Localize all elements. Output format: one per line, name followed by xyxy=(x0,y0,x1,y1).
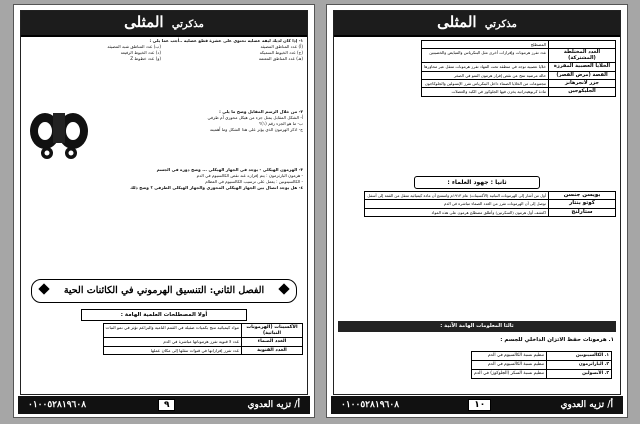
desc-cell: خلايا عصبية توجد في منطقة تحت المهاد تفرز هرمونات تنتقل عبر محاورها xyxy=(422,63,549,71)
header-title: مذكرتي المثلى xyxy=(437,13,517,31)
table-row xyxy=(103,324,303,338)
table-row xyxy=(365,208,616,216)
page-frame xyxy=(333,10,621,395)
page-footer xyxy=(331,396,623,414)
section-title: أولا المصطلحات العلمية الهامة : xyxy=(81,309,247,321)
scientists-table xyxy=(364,191,616,217)
header-title: مذكرتي المثلى xyxy=(124,13,204,31)
scientist-name: كوتو بنتار xyxy=(549,200,616,208)
desc-cell: مجموعات من الخلايا الصماء داخل البنكرياس تفرز الإنسولين والجلوكاجون xyxy=(422,80,549,88)
term-cell: الأكسينات (الهرمونات النباتية) xyxy=(242,324,303,338)
hormone-name: ٣. الأنسولين xyxy=(547,370,612,379)
question-2 xyxy=(95,109,303,133)
page-frame xyxy=(20,10,308,395)
question-2-line: ج- اذكر الهرمون الذي يؤثر على هذا الشكل وما أهميته xyxy=(209,127,303,132)
option: (أ) عدد المناطق المضيئة xyxy=(260,44,303,49)
header-banner xyxy=(334,11,620,37)
page-number: ٩ xyxy=(158,399,176,411)
diamond-icon xyxy=(278,283,289,294)
header-cell: المصطلح xyxy=(422,41,549,49)
option: (ج) عدد الخيوط السميكة xyxy=(259,50,303,55)
question-3 xyxy=(25,167,303,191)
question-3-line: ٣- الهرمون الهيكلي - يوجد في الجهاز الهيكلي ... وضح دوره في الجسم xyxy=(156,167,303,172)
scientist-desc: أول من أشار إلى الهرمونات النباتية (الأكسينات) عام ١٩١٣م واستنتج أن مادة كيميائية تنتقل من القمة إلى أسفل xyxy=(365,192,549,200)
desc-cell: غدد لا قنوية تفرز هرموناتها مباشرة في الدم xyxy=(103,338,242,347)
hormone-desc: تنظيم نسبة الكالسيوم في الدم xyxy=(472,352,547,361)
question-1 xyxy=(25,38,303,62)
question-2-title: ٢- من خلال الرسم المقابل وضح ما يلي : xyxy=(219,109,303,114)
term-cell: جزر لانجرهانز xyxy=(549,80,616,88)
hormone-name: ٢. الباراثرمون xyxy=(547,361,612,370)
hormone-name: ١. الكالسيتونين xyxy=(547,352,612,361)
page-number: ١٠ xyxy=(468,399,491,411)
table-row xyxy=(422,41,616,49)
term-cell: الغدد المختلطة (المشتركة) xyxy=(549,49,616,63)
question-3-line: - الكالسيتونين : يعمل على ترسيب الكالسيوم في العظام xyxy=(205,179,303,184)
definitions-table xyxy=(103,323,304,355)
important-info-bar: ثالثا المعلومات الهامة الآتية : xyxy=(338,321,616,332)
author-name: أ/ تزيه العدوي xyxy=(247,400,300,410)
table-row xyxy=(422,63,616,71)
term-cell: الغدد القنوية xyxy=(242,346,303,355)
author-name: أ/ تزيه العدوي xyxy=(560,400,613,410)
desc-cell: مادة كربوهيدراتية يخزن فيها الجلوكوز في الكبد والعضلات xyxy=(422,88,549,96)
table-row xyxy=(422,71,616,79)
scientist-desc: اكتشف أول هرمون (السكرتين) وأطلق مصطلح هرمون على هذه المواد xyxy=(365,208,549,216)
scientists-title: ثانيا : جهود العلماء : xyxy=(414,176,540,189)
question-1-options xyxy=(25,44,303,62)
pelvis-illustration xyxy=(27,109,91,161)
page-9 xyxy=(13,4,315,418)
option: (و) عدد خطوط Z xyxy=(130,56,161,61)
table-row xyxy=(422,80,616,88)
scientist-name: ستارلنج xyxy=(549,208,616,216)
question-3-line: - هرمون البارثرمون : يتم إفرازه عند نقص الكالسيوم في الدم xyxy=(196,173,303,178)
hormone-desc: تنظيم نسبة السكر (الجلوكوز) في الدم xyxy=(472,370,547,379)
header-banner xyxy=(21,11,307,37)
phone-number: ٠١٠٠٥٢٨١٩٦٠٨ xyxy=(28,400,87,410)
question-2-line: ب- ما هو الجزء رقم (١)؟ xyxy=(259,121,303,126)
term-cell: الجليكوجين xyxy=(549,88,616,96)
question-4-line: ٤- هل يوجد اتصال بين الجهاز الهيكلي المحوري والجهاز الهيكلي الطرفي ؟ وضح ذلك xyxy=(130,185,303,190)
question-1-text: ١- إذا كان لديك ليفة عضلية تحتوي على عشرة قطع عضلية ..أجب عما يلي : xyxy=(149,38,303,43)
table-row xyxy=(422,49,616,63)
table-row xyxy=(103,346,303,355)
hormones-title: ١. هرمونات حفظ الاتزان الداخلي للجسم : xyxy=(500,337,614,343)
term-cell: الخلايا العصبية المفرزة xyxy=(549,63,616,71)
term-cell xyxy=(549,41,616,49)
term-cell: الغدد الصماء xyxy=(242,338,303,347)
phone-number: ٠١٠٠٥٢٨١٩٦٠٨ xyxy=(341,400,400,410)
table-row xyxy=(365,192,616,200)
chapter-title: الفصل الثاني: التنسيق الهرموني في الكائنات الحية xyxy=(31,279,297,303)
question-2-line: أ- الشكل المقابل يمثل جزء من هيكل محوري أم طرفي xyxy=(207,115,303,120)
glossary-table xyxy=(421,40,616,97)
page-10 xyxy=(326,4,628,418)
term-cell: القصة (مرض القصر) xyxy=(549,71,616,79)
desc-cell: حالة مرضية تنتج عن نقص إفراز هرمون النمو في الصغر xyxy=(422,71,549,79)
scientist-name: بويسن جنسن xyxy=(549,192,616,200)
table-row xyxy=(365,200,616,208)
table-row xyxy=(472,361,612,370)
option: (هـ) عدد المناطق المعتمة xyxy=(258,56,303,61)
table-row xyxy=(472,370,612,379)
desc-cell: غدد تفرز هرمونات وإفرازات أخرى مثل البنكرياس والمبايض والخصيتين xyxy=(422,49,549,63)
page-footer xyxy=(18,396,310,414)
table-row xyxy=(103,338,303,347)
diamond-icon xyxy=(38,283,49,294)
table-row xyxy=(422,88,616,96)
hormones-table xyxy=(471,351,612,379)
desc-cell: غدد تفرز إفرازاتها في قنوات تنقلها إلى مكان عملها xyxy=(103,346,242,355)
hormone-desc: تنظيم نسبة الكالسيوم في الدم xyxy=(472,361,547,370)
table-row xyxy=(472,352,612,361)
scientist-desc: توصل إلى أن الهرمونات تفرز من الغدد الصماء مباشرة في الدم xyxy=(365,200,549,208)
desc-cell: مواد كيميائية تنتج بكميات ضئيلة في القمم النامية والبراعم تؤثر في نمو النبات xyxy=(103,324,242,338)
option: (ب) عدد المناطق شبه المضيئة xyxy=(107,44,161,49)
option: (د) عدد الخيوط الرفيعة xyxy=(120,50,161,55)
